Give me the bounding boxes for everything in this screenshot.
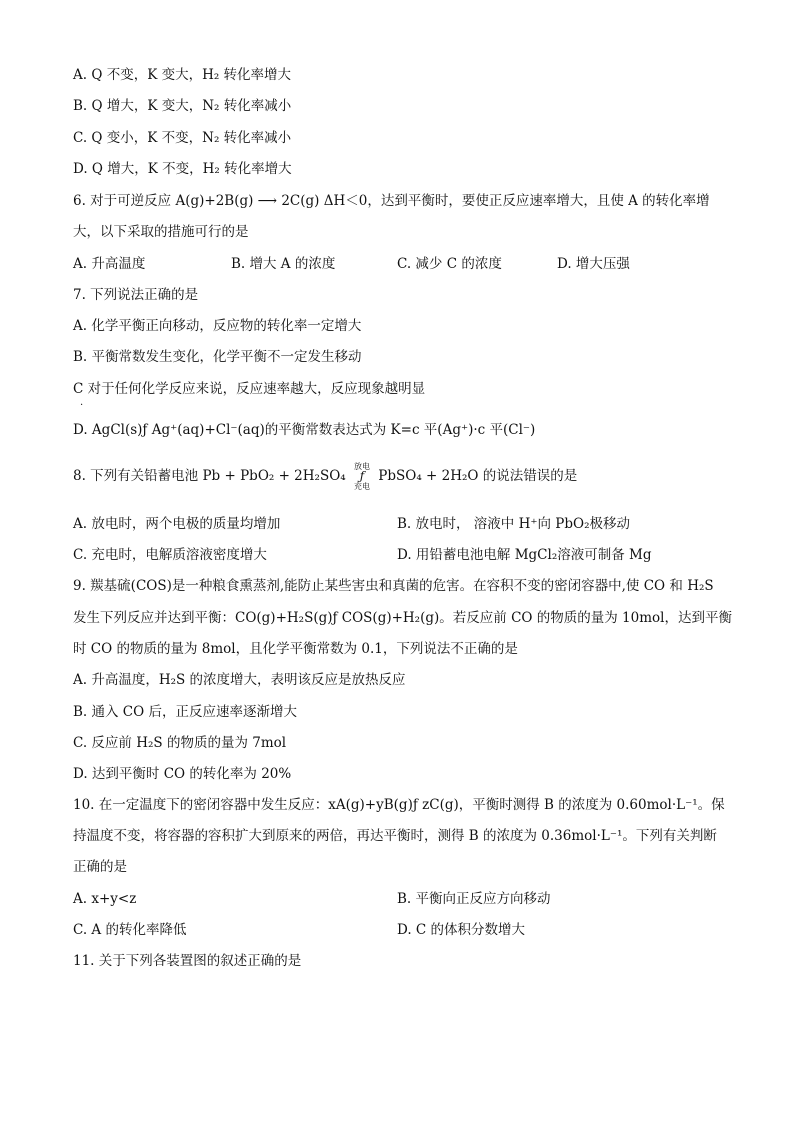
q9-option-b: B. 通入 CO 后，正反应速率逐渐增大 — [73, 704, 297, 720]
q8-option-b: B. 放电时， 溶液中 H⁺向 PbO₂极移动 — [397, 516, 630, 532]
q10-option-d: D. C 的体积分数增大 — [397, 922, 526, 938]
q10-option-a: A. x+y<z — [73, 891, 137, 907]
q6-option-c: C. 减少 C 的浓度 — [397, 256, 502, 272]
q6-stem-line2: 大，以下采取的措施可行的是 — [73, 224, 249, 240]
q9-stem-line1: 9. 羰基硫(COS)是一种粮食熏蒸剂,能防止某些害虫和真菌的危害。在容积不变的密闭容器中,使 CO 和 H₂S — [73, 578, 714, 594]
q5-option-a: A. Q 不变，K 变大，H₂ 转化率增大 — [73, 67, 292, 83]
q6-option-b: B. 增大 A 的浓度 — [231, 256, 336, 272]
q7-option-b: B. 平衡常数发生变化，化学平衡不一定发生移动 — [73, 349, 362, 365]
q8-stem — [73, 462, 577, 491]
q9-stem-line2: 发生下列反应并达到平衡：CO(g)+H₂S(g)ƒ COS(g)+H₂(g)。若反应前 CO 的物质的量为 10mol，达到平衡 — [73, 610, 732, 626]
q7-stem: 7. 下列说法正确的是 — [73, 287, 199, 303]
q6-stem-line1: 6. 对于可逆反应 A(g)+2B(g) ⟶ 2C(g) ΔH＜0，达到平衡时，要使正反应速率增大，且使 A 的转化率增 — [73, 193, 710, 209]
q8-stem-prefix: 8. 下列有关铅蓄电池 — [73, 468, 199, 484]
q8-arrow-discharge-label: 放电 — [354, 462, 370, 471]
q8-stem-suffix: 的说法错误的是 — [482, 468, 578, 484]
q7-option-a: A. 化学平衡正向移动，反应物的转化率一定增大 — [73, 318, 362, 334]
q8-option-c: C. 充电时，电解质溶液密度增大 — [73, 547, 267, 563]
q5-option-c: C. Q 变小，K 不变，N₂ 转化率减小 — [73, 130, 292, 146]
q5-option-b: B. Q 增大，K 变大，N₂ 转化率减小 — [73, 98, 292, 114]
q11-stem: 11. 关于下列各装置图的叙述正确的是 — [73, 953, 302, 969]
q5-option-d: D. Q 增大，K 不变，H₂ 转化率增大 — [73, 161, 292, 177]
q10-stem-line3: 正确的是 — [73, 859, 127, 875]
q10-option-b: B. 平衡向正反应方向移动 — [397, 891, 551, 907]
q8-arrow-glyph: ƒ — [359, 469, 365, 483]
q7-option-d: D. AgCl(s)ƒ Ag⁺(aq)+Cl⁻(aq)的平衡常数表达式为 K=c 平(Ag⁺)·c 平(Cl⁻) — [73, 422, 536, 438]
q8-arrow-charge-label: 充电 — [354, 482, 370, 491]
q9-option-c: C. 反应前 H₂S 的物质的量为 7mol — [73, 735, 287, 751]
q6-option-a: A. 升高温度 — [73, 256, 146, 272]
q8-option-a: A. 放电时，两个电极的质量均增加 — [73, 516, 281, 532]
q10-option-c: C. A 的转化率降低 — [73, 922, 187, 938]
q7-option-c: C 对于任何化学反应来说，反应速率越大，反应现象越明显 — [73, 381, 426, 397]
q8-reversible-arrow — [354, 462, 370, 491]
q9-option-d: D. 达到平衡时 CO 的转化率为 20% — [73, 766, 292, 782]
q8-products: PbSO₄ + 2H₂O — [378, 468, 479, 484]
q8-option-d: D. 用铅蓄电池电解 MgCl₂溶液可制备 Mg — [397, 547, 652, 563]
q9-option-a: A. 升高温度，H₂S 的浓度增大，表明该反应是放热反应 — [73, 672, 406, 688]
q8-reactants: Pb + PbO₂ + 2H₂SO₄ — [202, 468, 346, 484]
q7-option-c-dot: . — [80, 397, 84, 408]
q10-stem-line1: 10. 在一定温度下的密闭容器中发生反应：xA(g)+yB(g)ƒ zC(g)，平衡时测得 B 的浓度为 0.60mol·L⁻¹。保 — [73, 797, 725, 813]
q6-option-d: D. 增大压强 — [557, 256, 630, 272]
q10-stem-line2: 持温度不变，将容器的容积扩大到原来的两倍，再达平衡时，测得 B 的浓度为 0.36mol·L⁻¹。下列有关判断 — [73, 828, 717, 844]
q9-stem-line3: 时 CO 的物质的量为 8mol，且化学平衡常数为 0.1，下列说法不正确的是 — [73, 641, 518, 657]
